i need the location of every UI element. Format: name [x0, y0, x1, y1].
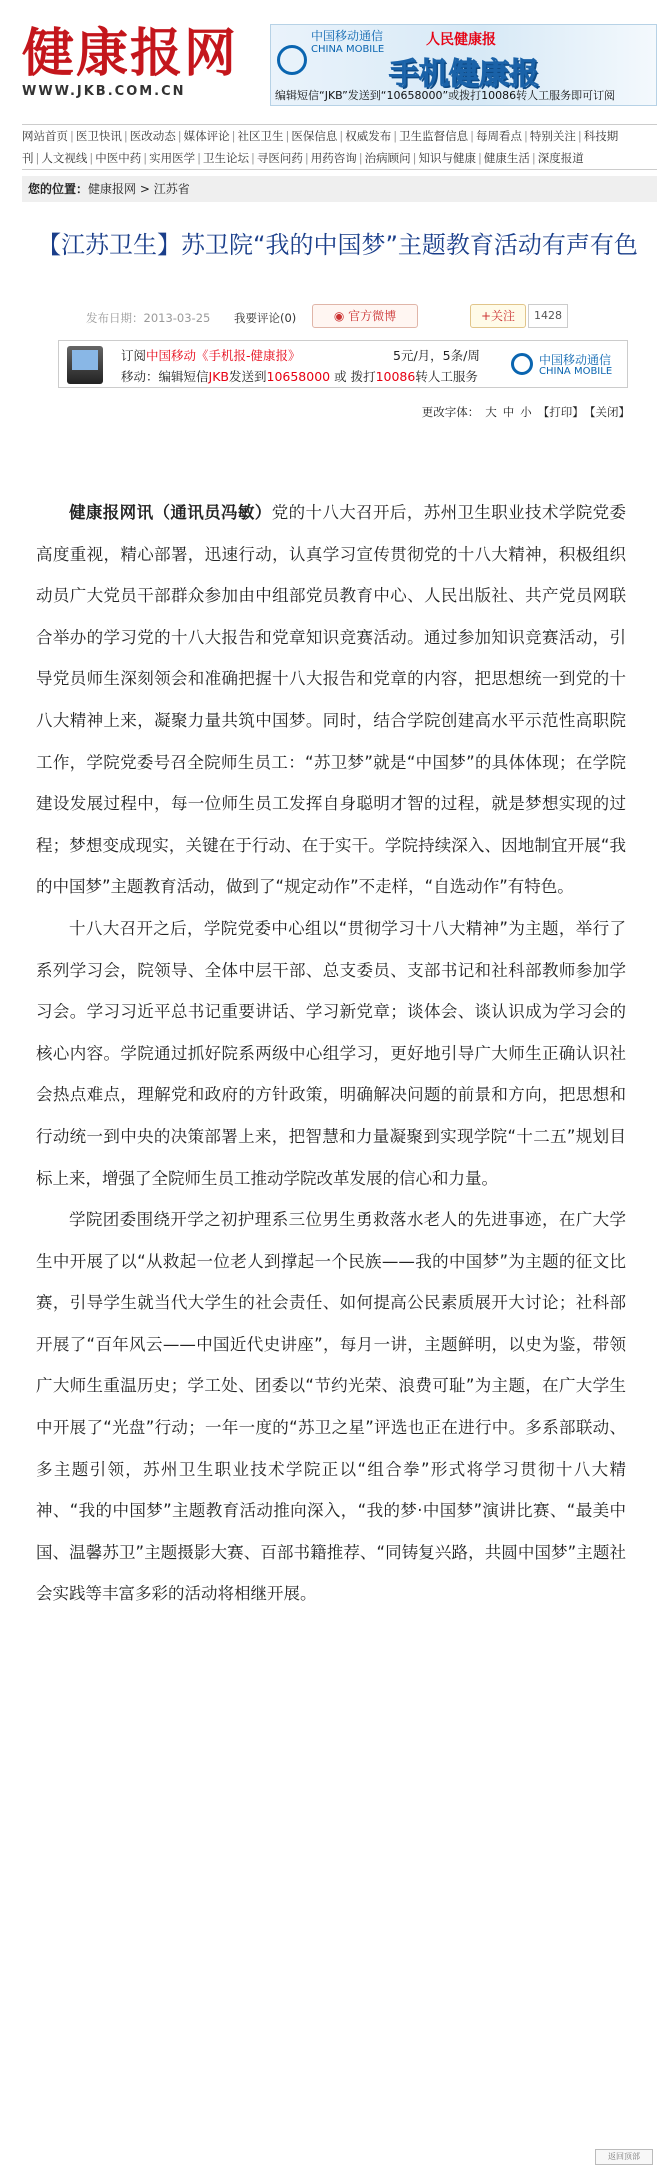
print-button[interactable]: 【打印】: [537, 405, 584, 419]
paragraph-text: 党的十八大召开后，苏州卫生职业技术学院党委高度重视，精心部署，迅速行动，认真学习宣传贯彻党的十八大精神，积极组织动员广大党员干部群众参加由中组部党员教育中心、人民出版社、共产党员网联合举办的学习党的十八大报告和党章知识竞赛活动。通过参加知识竞赛活动，引导党员师生深刻领会和准确把握十八大报告和党章的内容，把思想统一到党的十八大精神上来，凝聚力量共筑中国梦。同时，结合学院创建高水平示范性高职院工作，学院党委号召全院师生员工：“苏卫梦”就是“中国梦”的具体体现；在学院建设发展过程中，每一位师生员工发挥自身聪明才智的过程，就是梦想实现的过程；梦想变成现实，关键在于行动、在于实干。学院持续深入、因地制宜开展“我的中国梦”主题教育活动，做到了“规定动作”不走样，“自选动作”有特色。: [36, 503, 626, 897]
nav-item[interactable]: 卫生监督信息: [399, 129, 469, 143]
nav-separator: |: [70, 129, 74, 143]
nav-item[interactable]: 特别关注: [529, 129, 576, 143]
breadcrumb-path[interactable]: 健康报网 > 江苏省: [88, 182, 190, 196]
weibo-button[interactable]: [312, 304, 418, 328]
china-mobile-logo: [511, 349, 623, 381]
font-medium-button[interactable]: 中: [502, 405, 515, 419]
nav-separator: |: [251, 151, 255, 165]
follow-button[interactable]: [470, 304, 526, 328]
site-logo[interactable]: [22, 23, 262, 106]
nav-row: [22, 125, 657, 147]
sub-mid: 发送到: [228, 369, 267, 384]
font-small-button[interactable]: 小: [520, 405, 532, 419]
main-nav: [22, 124, 657, 170]
nav-item[interactable]: 医改动态: [129, 129, 176, 143]
sub-prefix: 订阅: [121, 348, 147, 363]
article-meta: [60, 300, 620, 330]
nav-separator: |: [524, 129, 528, 143]
nav-item[interactable]: 每周看点: [476, 129, 522, 143]
paragraph-lead: 健康报网讯（通讯员冯敏）: [69, 503, 272, 522]
nav-separator: |: [304, 151, 309, 165]
site-header: [0, 0, 657, 112]
cm-cn: 中国移动通信: [539, 353, 612, 367]
nav-item[interactable]: 深度报道: [537, 151, 584, 165]
sub-number: 10658000: [266, 369, 331, 384]
nav-separator: |: [123, 129, 128, 143]
banner-slogan: 人民健康报: [426, 32, 496, 48]
nav-item[interactable]: 社区卫生: [237, 129, 284, 143]
sub-hotline: 10086: [375, 369, 416, 384]
follow-label: 关注: [491, 309, 516, 323]
article-tools: [60, 404, 630, 420]
follow-count: 1428: [528, 304, 568, 328]
nav-item[interactable]: 用药咨询: [310, 151, 357, 165]
nav-item[interactable]: 网站首页: [22, 129, 68, 143]
nav-item[interactable]: 寻医问药: [256, 151, 303, 165]
nav-item[interactable]: 治病顾问: [364, 151, 411, 165]
sub-or: 或 拨打: [330, 369, 376, 384]
nav-item[interactable]: 刊: [22, 151, 34, 165]
nav-separator: |: [197, 151, 201, 165]
nav-separator: |: [412, 151, 417, 165]
font-size-label: 更改字体：: [421, 405, 480, 419]
plus-icon: +: [480, 309, 492, 323]
nav-separator: |: [470, 129, 474, 143]
nav-item[interactable]: 卫生论坛: [203, 151, 249, 165]
subscription-box[interactable]: [58, 340, 628, 388]
article-title: 【江苏卫生】苏卫院“我的中国梦”主题教育活动有声有色: [37, 231, 638, 259]
nav-separator: |: [143, 151, 148, 165]
nav-separator: |: [89, 151, 94, 165]
close-button[interactable]: 【关闭】: [589, 405, 630, 419]
banner-title: 手机健康报: [389, 57, 539, 92]
nav-row: [22, 147, 657, 169]
logo-text: 健康报网: [22, 23, 239, 84]
nav-separator: |: [393, 129, 398, 143]
nav-item[interactable]: 实用医学: [149, 151, 196, 165]
nav-item[interactable]: 科技期: [583, 129, 619, 143]
paragraph: 学院团委围绕开学之初护理系三位男生勇救落水老人的先进事迹，在广大学生中开展了以“从救起一位老人到撑起一个民族——我的中国梦”为主题的征文比赛，引导学生就当代大学生的社会责任、如何提高公民素质展开大讨论；社科部开展了“百年风云——中国近代史讲座”，每月一讲，主题鲜明，以史为鉴，带领广大师生重温历史；学工处、团委以“节约光荣、浪费可耻”为主题，在广大学生中开展了“光盘”行动；一年一度的“苏卫之星”评选也正在进行中。多系部联动、多主题引领，苏州卫生职业技术学院正以“组合拳”形式将学习贯彻十八大精神、“我的中国梦”主题教育活动推向深入，“我的梦·中国梦”演讲比赛、“最美中国、温馨苏卫”主题摄影大赛、百部书籍推荐、“同铸复兴路，共圆中国梦”主题社会实践等丰富多彩的活动将相继开展。: [36, 1210, 626, 1604]
nav-item[interactable]: 医保信息: [291, 129, 338, 143]
weibo-icon: ◉: [333, 309, 345, 323]
article-body: [36, 492, 626, 1615]
nav-separator: |: [531, 151, 536, 165]
subscription-line2: [121, 367, 478, 385]
font-large-button[interactable]: 大: [485, 405, 497, 419]
mobile-newspaper-banner[interactable]: [270, 24, 657, 106]
nav-separator: |: [285, 129, 290, 143]
sub-suffix: 转人工服务: [415, 369, 478, 384]
nav-separator: |: [339, 129, 344, 143]
nav-item[interactable]: 医卫快讯: [75, 129, 122, 143]
nav-item[interactable]: 知识与健康: [418, 151, 476, 165]
banner-subscribe-text: 编辑短信“JKB”发送到“10658000”或拨打10086转人工服务即可订阅: [275, 89, 616, 102]
logo-url: WWW.JKB.COM.CN: [22, 84, 186, 99]
paragraph: [36, 492, 626, 908]
sub-line2-prefix: 移动：编辑短信: [121, 369, 209, 384]
subscription-line1: [121, 346, 301, 364]
banner-operator: 中国移动通信: [311, 29, 384, 43]
nav-separator: |: [577, 129, 582, 143]
weibo-label: 官方微博: [348, 309, 397, 323]
nav-item[interactable]: 人文视线: [41, 151, 88, 165]
nav-item[interactable]: 中医中药: [95, 151, 142, 165]
paragraph: 十八大召开之后，学院党委中心组以“贯彻学习十八大精神”为主题，举行了系列学习会，院领导、全体中层干部、总支委员、支部书记和社科部教师参加学习会。学习习近平总书记重要讲话、学习新党章；谈体会、谈认识成为学习会的核心内容。学院通过抓好院系两级中心组学习，更好地引导广大师生正确认识社会热点难点，理解党和政府的方针政策，明确解决问题的前景和方向，把思想和行动统一到中央的决策部署上来，把智慧和力量凝聚到实现学院“十二五”规划目标上来，增强了全院师生员工推动学院改革发展的信心和力量。: [36, 918, 626, 1188]
back-to-top-badge[interactable]: 返回顶部: [595, 2149, 653, 2165]
nav-separator: |: [358, 151, 363, 165]
sub-code: JKB: [208, 369, 229, 384]
nav-separator: |: [231, 129, 236, 143]
nav-item[interactable]: 健康生活: [483, 151, 530, 165]
nav-item[interactable]: 权威发布: [345, 129, 392, 143]
nav-item[interactable]: 媒体评论: [183, 129, 230, 143]
china-mobile-icon: [511, 353, 533, 375]
nav-separator: |: [177, 129, 182, 143]
publish-date: 发布日期：2013-03-25: [86, 311, 211, 325]
breadcrumb-label: 您的位置：: [28, 182, 89, 196]
breadcrumb: [22, 176, 657, 202]
subscription-price: 5元/月，5条/周: [393, 348, 480, 363]
nav-separator: |: [35, 151, 40, 165]
comment-link[interactable]: 我要评论(0): [234, 311, 297, 325]
banner-operator-en: CHINA MOBILE: [311, 44, 385, 55]
phone-icon: [67, 346, 103, 384]
china-mobile-icon: [277, 45, 307, 75]
cm-en: CHINA MOBILE: [539, 366, 613, 377]
nav-separator: |: [478, 151, 482, 165]
sub-highlight: 中国移动《手机报-健康报》: [146, 348, 301, 363]
